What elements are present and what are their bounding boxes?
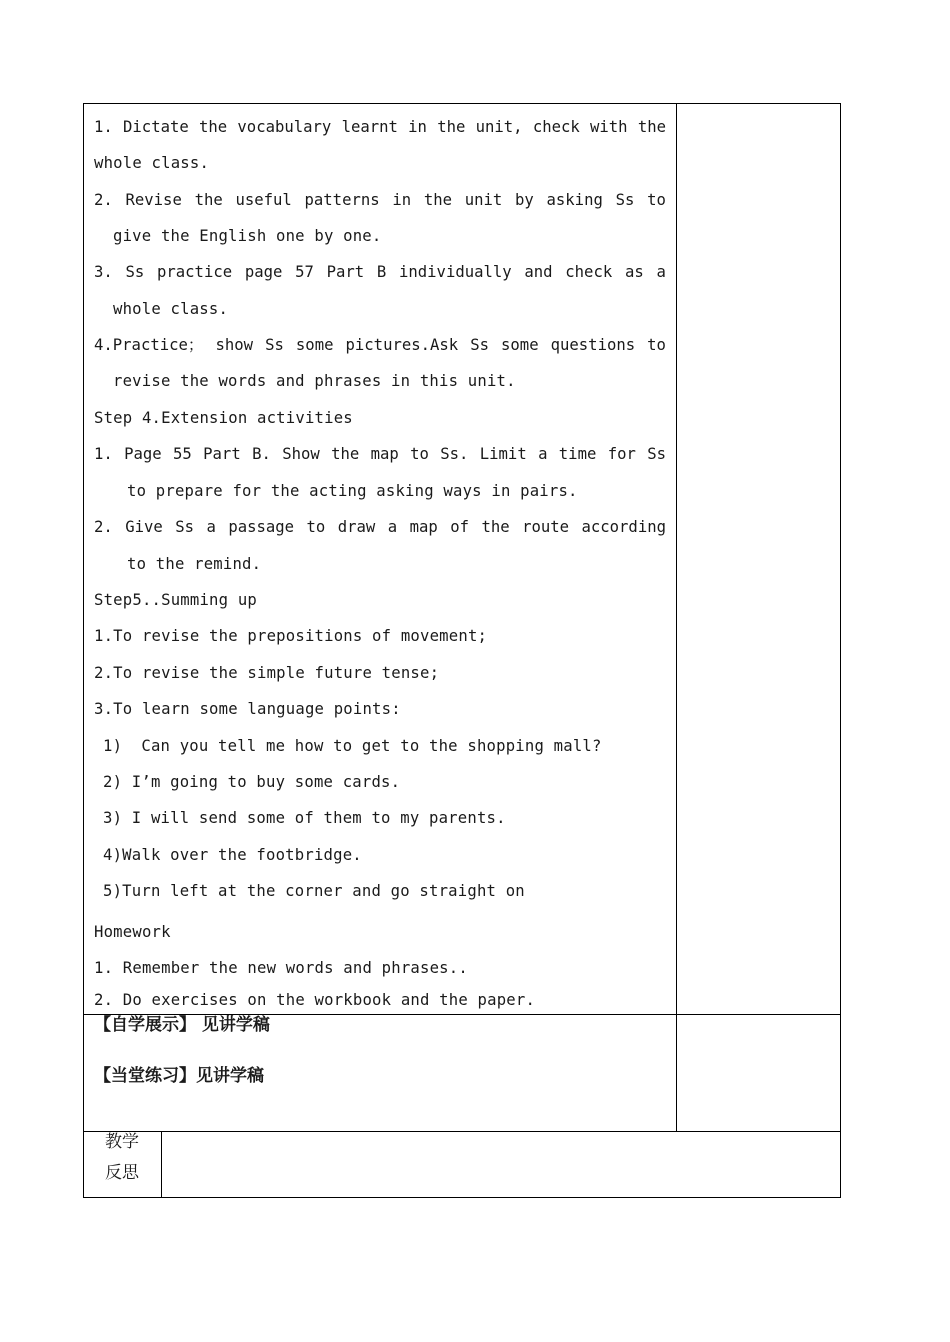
- reflection-label-1: 教学: [105, 1132, 139, 1152]
- step5-title: Step5..Summing up: [94, 591, 257, 609]
- word: learnt: [341, 118, 398, 136]
- word: Ss: [647, 445, 666, 463]
- word: Ss: [615, 191, 635, 209]
- word: with: [590, 118, 628, 136]
- word: Part: [326, 263, 365, 281]
- word: vocabulary: [237, 118, 332, 136]
- word: draw: [337, 518, 376, 536]
- step-item-1: [94, 117, 666, 137]
- word: unit: [464, 191, 503, 209]
- word: a: [206, 518, 216, 536]
- word: some: [295, 336, 334, 354]
- word: Limit: [479, 445, 527, 463]
- extension-item-1: [94, 444, 666, 464]
- word: map: [409, 518, 438, 536]
- col-divider-top: [676, 103, 677, 1132]
- language-point-2: 2) I’m going to buy some cards.: [103, 773, 401, 791]
- word: the: [331, 445, 360, 463]
- col-divider-bottom: [161, 1131, 162, 1198]
- word: 57: [295, 263, 314, 281]
- word: 3.: [94, 263, 113, 281]
- word: in: [392, 191, 412, 209]
- reflection-label-2: 反思: [105, 1163, 139, 1183]
- homework-item-1: 1. Remember the new words and phrases..: [94, 959, 468, 977]
- word: 1.: [94, 118, 113, 136]
- word: questions: [550, 336, 636, 354]
- word: patterns: [304, 191, 380, 209]
- step-item-4-cont: revise the words and phrases in this unit.: [113, 372, 516, 390]
- word: the: [423, 191, 453, 209]
- step-item-3-cont: whole class.: [113, 300, 229, 318]
- word: 1.: [94, 445, 113, 463]
- language-point-4: 4)Walk over the footbridge.: [103, 846, 362, 864]
- word: 4.Practice；: [94, 336, 204, 354]
- word: individually: [399, 263, 512, 281]
- word: a: [387, 518, 398, 536]
- word: a: [656, 263, 666, 281]
- word: according: [581, 518, 666, 536]
- word: route: [522, 518, 570, 536]
- word: and: [524, 263, 553, 281]
- word: practice: [157, 263, 233, 281]
- homework-title: Homework: [94, 923, 171, 941]
- word: B.: [252, 445, 271, 463]
- word: 55: [173, 445, 192, 463]
- word: Ss: [175, 518, 195, 536]
- language-point-5: 5)Turn left at the corner and go straight on: [103, 882, 525, 900]
- language-point-1: 1) Can you tell me how to get to the shopping mall?: [103, 737, 602, 755]
- word: Ss.: [440, 445, 469, 463]
- word: 2.: [94, 518, 113, 536]
- row-divider-2: [83, 1131, 841, 1132]
- word: the: [194, 191, 223, 209]
- word: Revise: [125, 191, 182, 209]
- word: the: [199, 118, 228, 136]
- word: Ss: [470, 336, 489, 354]
- word: the: [637, 118, 666, 136]
- word: for: [607, 445, 636, 463]
- step-item-2-cont: give the English one by one.: [113, 227, 382, 245]
- word: to: [410, 445, 429, 463]
- word: the: [481, 518, 510, 536]
- word: in: [408, 118, 427, 136]
- word: check: [532, 118, 580, 136]
- word: check: [565, 263, 613, 281]
- word: time: [558, 445, 597, 463]
- language-point-3: 3) I will send some of them to my parents.: [103, 809, 506, 827]
- extension-item-1-cont: to prepare for the acting asking ways in pairs.: [127, 482, 578, 500]
- word: passage: [228, 518, 295, 536]
- step4-title: Step 4.Extension activities: [94, 409, 353, 427]
- practice-heading: 【当堂练习】见讲学稿: [94, 1066, 264, 1086]
- word: map: [370, 445, 399, 463]
- word: by: [515, 191, 534, 209]
- step-item-4: [94, 335, 666, 355]
- word: show: [215, 336, 254, 354]
- summary-item-3: 3.To learn some language points:: [94, 700, 401, 718]
- word: Part: [203, 445, 241, 463]
- word: Page: [124, 445, 162, 463]
- homework-item-2: 2. Do exercises on the workbook and the paper.: [94, 991, 536, 1009]
- summary-item-2: 2.To revise the simple future tense;: [94, 664, 440, 682]
- word: the: [437, 118, 466, 136]
- extension-item-2-cont: to the remind.: [127, 555, 262, 573]
- extension-item-2: [94, 517, 666, 537]
- step-item-2: [94, 190, 666, 210]
- summary-item-1: 1.To revise the prepositions of movement;: [94, 627, 488, 645]
- word: 2.: [94, 191, 113, 209]
- step-item-3: [94, 262, 666, 282]
- word: page: [244, 263, 283, 281]
- word: to: [647, 191, 666, 209]
- word: to: [306, 518, 326, 536]
- step-item-1-cont: whole class.: [94, 154, 210, 172]
- word: asking: [546, 191, 603, 209]
- word: some: [501, 336, 539, 354]
- word: a: [538, 445, 548, 463]
- word: Ss: [125, 263, 145, 281]
- word: as: [624, 263, 644, 281]
- word: Ss: [265, 336, 284, 354]
- word: unit,: [475, 118, 523, 136]
- word: Show: [282, 445, 320, 463]
- word: B: [376, 263, 387, 281]
- word: pictures.Ask: [345, 336, 459, 354]
- word: to: [647, 336, 666, 354]
- word: useful: [235, 191, 292, 209]
- word: of: [450, 518, 469, 536]
- word: Dictate: [123, 118, 189, 136]
- self-study-heading: 【自学展示】 见讲学稿: [94, 1015, 270, 1035]
- word: Give: [125, 518, 163, 536]
